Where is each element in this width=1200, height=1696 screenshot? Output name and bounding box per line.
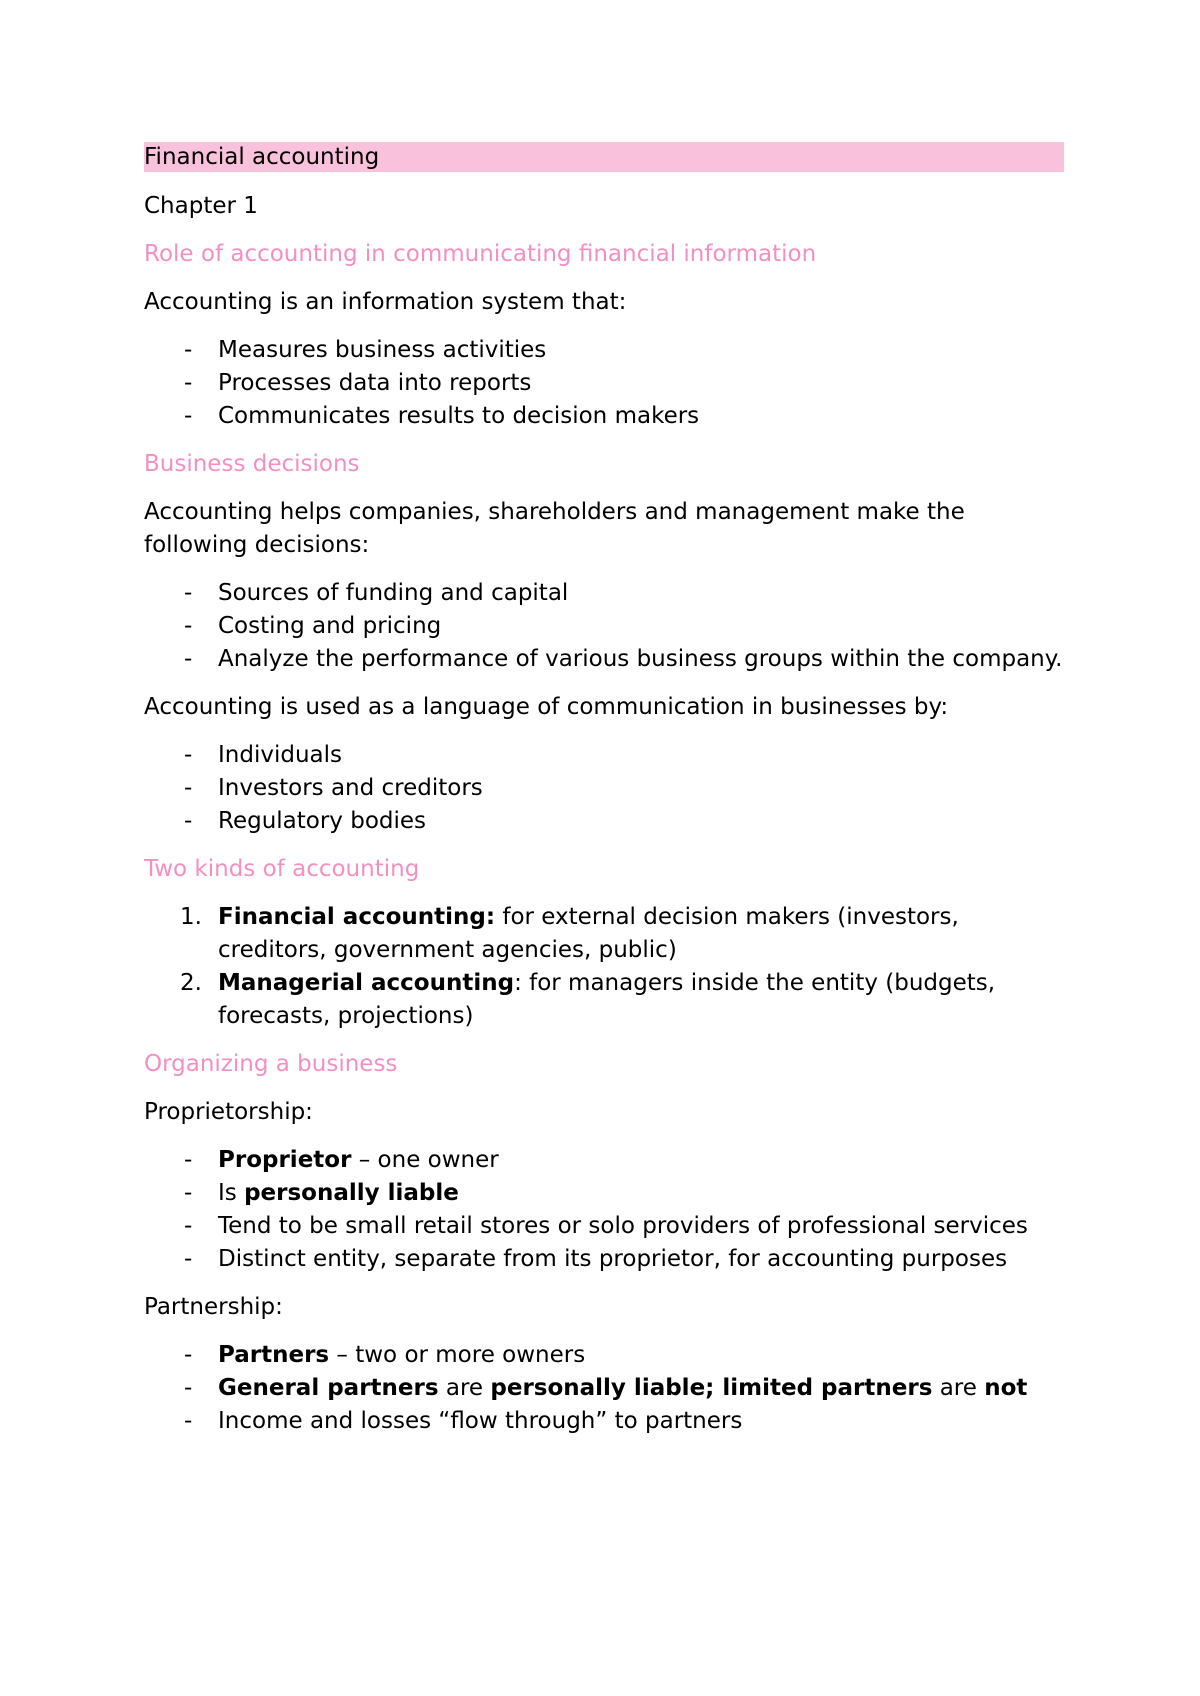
list-item: - Income and losses “flow through” to partners [144, 1405, 1064, 1438]
dash-marker: - [184, 1213, 193, 1239]
list-item: - Measures business activities [144, 334, 1064, 367]
dash-marker: - [184, 1180, 193, 1206]
list-item: - Tend to be small retail stores or solo providers of professional services [144, 1210, 1064, 1243]
list-item: - Investors and creditors [144, 772, 1064, 805]
dash-marker: - [184, 1408, 193, 1434]
list-item: - Sources of funding and capital [144, 577, 1064, 610]
list-item: 2. Managerial accounting: for managers inside the entity (budgets, forecasts, projections) [144, 967, 1064, 1033]
list-item: - Proprietor – one owner [144, 1144, 1064, 1177]
role-intro: Accounting is an information system that: [144, 289, 627, 315]
dash-marker: - [184, 775, 193, 801]
dash-marker: - [184, 403, 193, 429]
list-item: - Regulatory bodies [144, 805, 1064, 838]
list-item: - Individuals [144, 739, 1064, 772]
section-heading-kinds: Two kinds of accounting [144, 856, 420, 882]
list-item: - Is personally liable [144, 1177, 1064, 1210]
proprietorship-label: Proprietorship: [144, 1099, 313, 1125]
proprietorship-list [144, 1144, 1064, 1276]
kinds-list [144, 901, 1064, 1033]
dash-marker: - [184, 1147, 193, 1173]
decisions-intro: Accounting helps companies, shareholders and management make the following decisions: [144, 499, 965, 558]
list-item: - Distinct entity, separate from its proprietor, for accounting purposes [144, 1243, 1064, 1276]
section-heading-role: Role of accounting in communicating financial information [144, 241, 817, 267]
dash-marker: - [184, 613, 193, 639]
dash-marker: - [184, 808, 193, 834]
document-body [144, 142, 1064, 1453]
number-marker: 2. [180, 970, 202, 996]
list-item: - Communicates results to decision makers [144, 400, 1064, 433]
list-item: - Partners – two or more owners [144, 1339, 1064, 1372]
document-title: Financial accounting [144, 142, 1064, 172]
list-item: - General partners are personally liable; limited partners are not [144, 1372, 1064, 1405]
list-item: - Costing and pricing [144, 610, 1064, 643]
section-heading-organizing: Organizing a business [144, 1051, 398, 1077]
list-item: - Processes data into reports [144, 367, 1064, 400]
list-item: 1. Financial accounting: for external decision makers (investors, creditors, government agencies, public) [144, 901, 1064, 967]
partnership-label: Partnership: [144, 1294, 283, 1320]
dash-marker: - [184, 742, 193, 768]
language-intro: Accounting is used as a language of communication in businesses by: [144, 694, 949, 720]
dash-marker: - [184, 337, 193, 363]
section-heading-decisions: Business decisions [144, 451, 360, 477]
language-list [144, 739, 1064, 838]
dash-marker: - [184, 370, 193, 396]
decisions-list [144, 577, 1064, 676]
number-marker: 1. [180, 904, 202, 930]
role-list [144, 334, 1064, 433]
dash-marker: - [184, 580, 193, 606]
dash-marker: - [184, 1375, 193, 1401]
list-item: - Analyze the performance of various business groups within the company. [144, 643, 1064, 676]
chapter-label: Chapter 1 [144, 193, 258, 219]
partnership-list [144, 1339, 1064, 1438]
dash-marker: - [184, 1342, 193, 1368]
dash-marker: - [184, 646, 193, 672]
dash-marker: - [184, 1246, 193, 1272]
